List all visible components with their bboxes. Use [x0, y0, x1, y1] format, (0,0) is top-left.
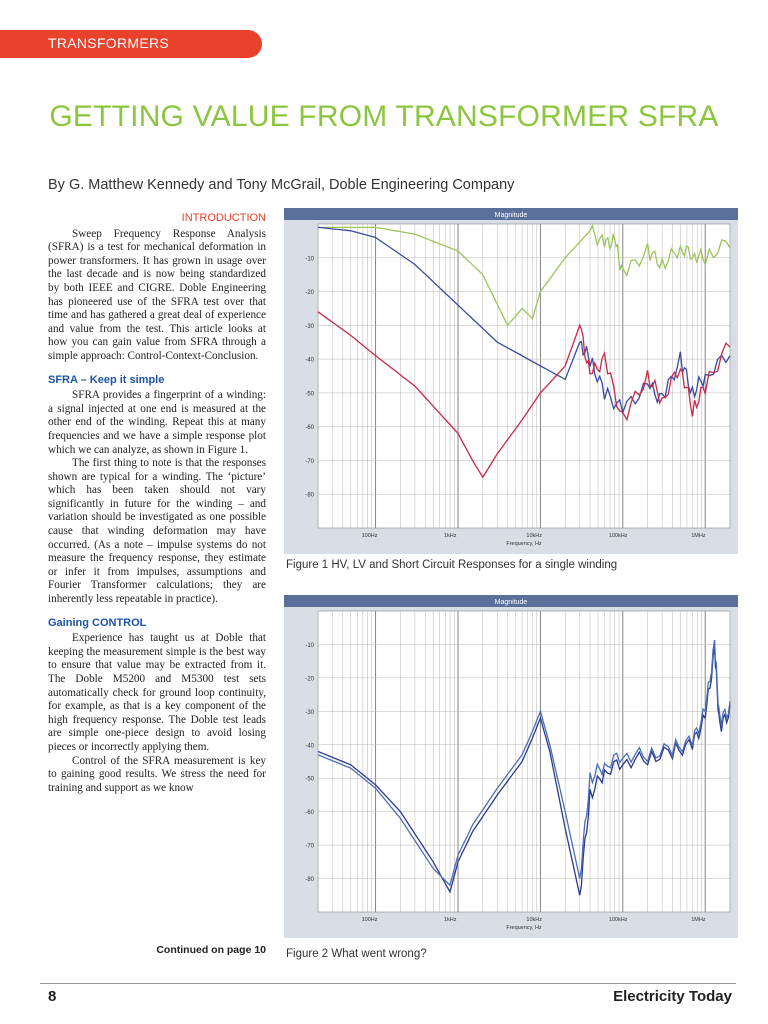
figure-2 — [284, 595, 738, 938]
y-tick-label: -70 — [305, 843, 314, 850]
continued-note: Continued on page 10 — [156, 944, 266, 956]
y-tick-label: -30 — [305, 709, 314, 716]
y-tick-label: -20 — [305, 290, 314, 297]
magazine-name: Electricity Today — [613, 988, 732, 1005]
y-tick-label: -10 — [305, 256, 314, 263]
y-tick-label: -80 — [305, 877, 314, 884]
footer-divider — [40, 983, 736, 984]
y-tick-label: -50 — [305, 391, 314, 398]
section-label: TRANSFORMERS — [48, 35, 170, 51]
y-tick-label: -70 — [305, 458, 314, 465]
subheading: SFRA – Keep it simple — [48, 373, 165, 386]
chart-title: Magnitude — [494, 599, 528, 606]
plot-area — [318, 224, 730, 528]
y-tick-label: -60 — [305, 425, 314, 432]
x-tick-label: 10kHz — [526, 533, 542, 539]
intro-heading: INTRODUCTION — [181, 212, 266, 224]
y-tick-label: -40 — [305, 743, 314, 750]
x-tick-label: 100Hz — [361, 533, 378, 539]
y-tick-label: -80 — [305, 492, 314, 499]
figure-1-chart — [284, 208, 738, 554]
figure-2-chart — [284, 595, 738, 938]
paragraph: Control of the SFRA measurement is key to gaining good results. We stress the need for training and support as we know — [48, 754, 266, 794]
paragraph: The first thing to note is that the responses shown are typical for a winding. The ‘picture’ which has been taken should not vary significantly in future for the winding – and variation should be investigated as one possible cause that winding deformation may have occurred. (As a note – impulse systems do not measure the frequency response, they estimate or infer it from impulses, assumptions and Fourier Transformer calculations; they are inherently less repeatable in practice). — [48, 457, 266, 606]
chart-title: Magnitude — [494, 212, 528, 219]
article-title: GETTING VALUE FROM TRANSFORMER SFRA — [49, 100, 719, 133]
y-tick-label: -30 — [305, 323, 314, 330]
x-tick-label: 100kHz — [608, 917, 628, 923]
x-axis-label: Frequency, Hz — [506, 925, 542, 931]
x-tick-label: 1kHz — [443, 917, 457, 923]
x-tick-label: 100kHz — [608, 533, 628, 539]
figure-1 — [284, 208, 738, 554]
x-axis-label: Frequency, Hz — [506, 541, 542, 547]
subheading: Gaining CONTROL — [48, 616, 147, 629]
x-tick-label: 1MHz — [691, 917, 706, 923]
plot-area — [318, 611, 730, 912]
y-tick-label: -10 — [305, 642, 314, 649]
paragraph: Experience has taught us at Doble that keeping the measurement simple is the best way to ensure that value may be extracted from it. The Doble M5200 and M5300 test sets automatically check for ground loop continuity, for example, as that is a key component of the high frequency response. The Doble test leads are simple one-piece design to avoid losing pieces or incorrectly applying them. — [48, 632, 266, 753]
figure-2-caption: Figure 2 What went wrong? — [286, 948, 427, 960]
x-tick-label: 1MHz — [691, 533, 706, 539]
section-tab — [0, 30, 262, 58]
y-tick-label: -60 — [305, 810, 314, 817]
x-tick-label: 10kHz — [526, 917, 542, 923]
y-tick-label: -50 — [305, 776, 314, 783]
byline: By G. Matthew Kennedy and Tony McGrail, Doble Engineering Company — [48, 177, 515, 193]
x-tick-label: 1kHz — [443, 533, 457, 539]
page-number: 8 — [48, 988, 57, 1005]
y-tick-label: -20 — [305, 676, 314, 683]
y-tick-label: -40 — [305, 357, 314, 364]
x-tick-label: 100Hz — [361, 917, 378, 923]
paragraph: SFRA provides a fingerprint of a winding: a signal injected at one end is measured at the other end of the winding. Repeat this at many frequencies and we have a simple response plot which we can analyze, as shown in Figure 1. — [48, 389, 266, 456]
paragraph: Sweep Frequency Response Analysis (SFRA) is a test for mechanical deformation in power transformers. It has grown in usage over the last decade and is now being standardized by both IEEE and CIGRE. Doble Engineering has pioneered use of the SFRA test over that time and has gathered a great deal of experience and value from the test. This article looks at how you can gain value from SFRA through a simple approach: Control-Context-Conclusion. — [48, 227, 266, 362]
figure-1-caption: Figure 1 HV, LV and Short Circuit Responses for a single winding — [286, 559, 618, 571]
article-body — [48, 212, 266, 795]
